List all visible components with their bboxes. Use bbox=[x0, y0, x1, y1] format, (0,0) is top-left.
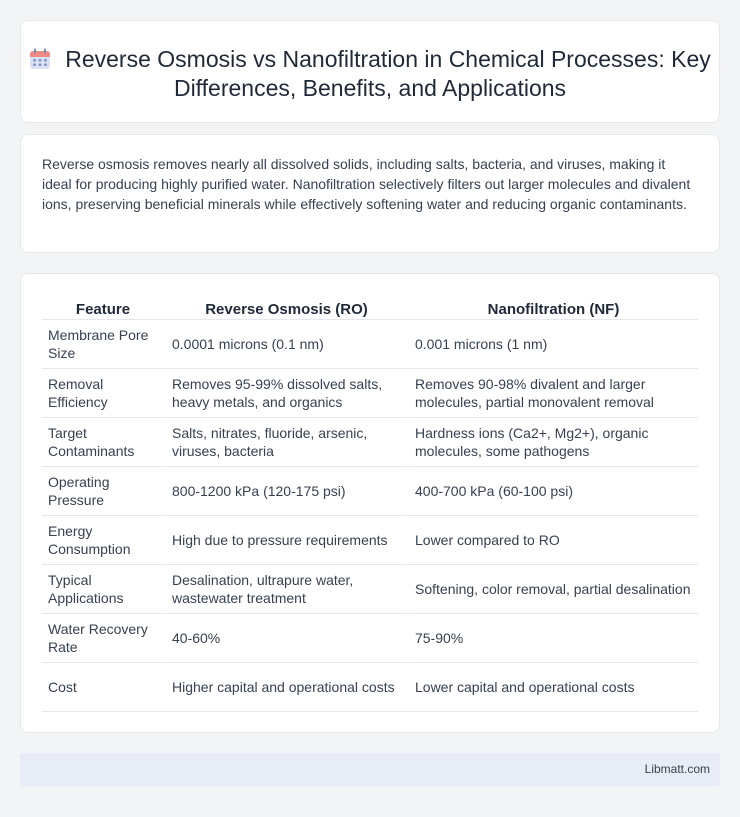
nf-cell: Lower compared to RO bbox=[407, 516, 698, 565]
feature-cell: Cost bbox=[42, 663, 164, 712]
ro-cell: 0.0001 microns (0.1 nm) bbox=[164, 320, 407, 369]
nf-cell: Removes 90-98% divalent and larger molecules, partial monovalent removal bbox=[407, 369, 698, 418]
header-reverse-osmosis: Reverse Osmosis (RO) bbox=[164, 294, 407, 320]
ro-cell: Desalination, ultrapure water, wastewater treatment bbox=[164, 565, 407, 614]
feature-cell: Removal Efficiency bbox=[42, 369, 164, 418]
table-header-row bbox=[42, 294, 698, 320]
nf-cell: Hardness ions (Ca2+, Mg2+), organic molecules, some pathogens bbox=[407, 418, 698, 467]
nf-cell: 400-700 kPa (60-100 psi) bbox=[407, 467, 698, 516]
feature-cell: Water Recovery Rate bbox=[42, 614, 164, 663]
nf-cell: Softening, color removal, partial desalination bbox=[407, 565, 698, 614]
table-row bbox=[42, 516, 698, 565]
ro-cell: High due to pressure requirements bbox=[164, 516, 407, 565]
feature-cell: Energy Consumption bbox=[42, 516, 164, 565]
footer-site-link[interactable]: Libmatt.com bbox=[644, 762, 710, 776]
calendar-icon bbox=[29, 48, 51, 70]
header-nanofiltration: Nanofiltration (NF) bbox=[407, 294, 698, 320]
summary-card bbox=[20, 134, 720, 253]
ro-cell: 800-1200 kPa (120-175 psi) bbox=[164, 467, 407, 516]
feature-cell: Operating Pressure bbox=[42, 467, 164, 516]
table-row bbox=[42, 565, 698, 614]
table-row bbox=[42, 663, 698, 712]
table-row bbox=[42, 320, 698, 369]
feature-cell: Membrane Pore Size bbox=[42, 320, 164, 369]
header-feature: Feature bbox=[42, 294, 164, 320]
table-row bbox=[42, 418, 698, 467]
nf-cell: 75-90% bbox=[407, 614, 698, 663]
table-row bbox=[42, 369, 698, 418]
summary-text: Reverse osmosis removes nearly all dissolved solids, including salts, bacteria, and viruses, making it ideal for producing highly purified water. Nanofiltration selectively filters out larger molecules and divalent ions, preserving beneficial minerals while effectively softening water and reducing organic contaminants. bbox=[42, 156, 691, 212]
nf-cell: 0.001 microns (1 nm) bbox=[407, 320, 698, 369]
comparison-table-card bbox=[20, 273, 720, 733]
title-card bbox=[20, 20, 720, 123]
nf-cell: Lower capital and operational costs bbox=[407, 663, 698, 712]
table-row bbox=[42, 467, 698, 516]
ro-cell: 40-60% bbox=[164, 614, 407, 663]
table-row bbox=[42, 614, 698, 663]
ro-cell: Salts, nitrates, fluoride, arsenic, viruses, bacteria bbox=[164, 418, 407, 467]
feature-cell: Typical Applications bbox=[42, 565, 164, 614]
ro-cell: Removes 95-99% dissolved salts, heavy metals, and organics bbox=[164, 369, 407, 418]
ro-cell: Higher capital and operational costs bbox=[164, 663, 407, 712]
page-title: Reverse Osmosis vs Nanofiltration in Chemical Processes: Key Differences, Benefits, and Applications bbox=[65, 46, 711, 101]
footer bbox=[20, 753, 720, 786]
page-title-wrap bbox=[21, 45, 719, 103]
feature-cell: Target Contaminants bbox=[42, 418, 164, 467]
comparison-table bbox=[42, 294, 698, 712]
